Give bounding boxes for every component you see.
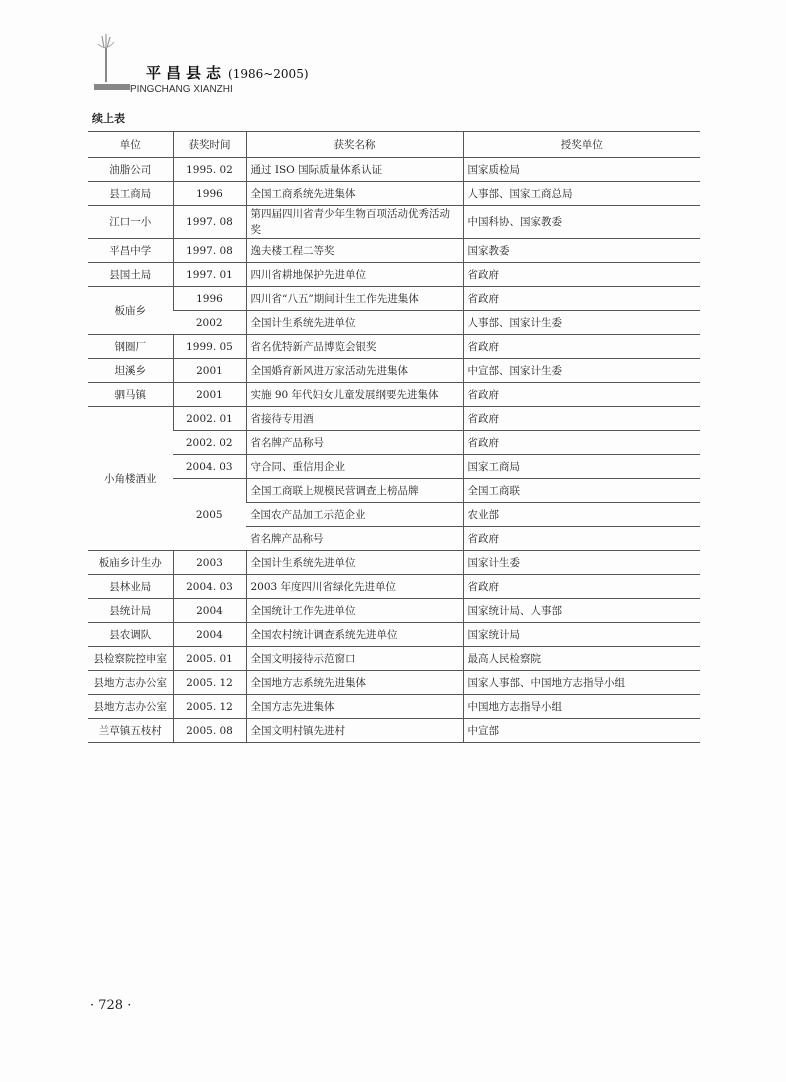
table-row (88, 158, 700, 182)
award-name-cell: 全国婚育新风进万家活动先进集体 (246, 359, 463, 383)
grantor-cell: 省政府 (463, 527, 700, 551)
page-number: · 728 · (90, 998, 132, 1013)
unit-cell: 板庙乡 (88, 287, 173, 335)
table-header-row (88, 132, 700, 158)
time-cell: 2004. 03 (173, 575, 246, 599)
table-row (88, 671, 700, 695)
table-row (88, 407, 700, 431)
column-header-unit: 单位 (88, 132, 173, 158)
time-cell: 1997. 01 (173, 263, 246, 287)
award-name-cell: 全国农产品加工示范企业 (246, 503, 463, 527)
unit-cell: 油脂公司 (88, 158, 173, 182)
awards-table (88, 131, 700, 743)
grantor-cell: 省政府 (463, 335, 700, 359)
time-cell: 2002 (173, 311, 246, 335)
time-cell: 2005. 01 (173, 647, 246, 671)
table-row (88, 551, 700, 575)
unit-cell: 县农调队 (88, 623, 173, 647)
grantor-cell: 国家计生委 (463, 551, 700, 575)
unit-cell: 县统计局 (88, 599, 173, 623)
grantor-cell: 中宣部、国家计生委 (463, 359, 700, 383)
award-name-cell: 全国文明村镇先进村 (246, 719, 463, 743)
column-header-grantor: 授奖单位 (463, 132, 700, 158)
table-row (88, 287, 700, 311)
time-cell: 2005. 08 (173, 719, 246, 743)
grantor-cell: 中国地方志指导小组 (463, 695, 700, 719)
time-cell: 2004 (173, 599, 246, 623)
table-row (88, 311, 700, 335)
book-years: (1986~2005) (228, 67, 309, 81)
grantor-cell: 省政府 (463, 287, 700, 311)
time-cell: 1997. 08 (173, 239, 246, 263)
award-name-cell: 守合同、重信用企业 (246, 455, 463, 479)
table-row (88, 182, 700, 206)
time-cell: 2003 (173, 551, 246, 575)
award-name-cell: 逸夫楼工程二等奖 (246, 239, 463, 263)
time-cell: 2004. 03 (173, 455, 246, 479)
unit-cell: 兰草镇五枝村 (88, 719, 173, 743)
award-name-cell: 四川省“八五”期间计生工作先进集体 (246, 287, 463, 311)
table-row (88, 599, 700, 623)
table-row (88, 359, 700, 383)
time-cell: 1997. 08 (173, 206, 246, 239)
time-cell: 2001 (173, 383, 246, 407)
award-name-cell: 四川省耕地保护先进单位 (246, 263, 463, 287)
award-name-cell: 通过 ISO 国际质量体系认证 (246, 158, 463, 182)
book-pinyin: PINGCHANG XIANZHI (130, 84, 233, 95)
grantor-cell: 省政府 (463, 383, 700, 407)
unit-cell: 县林业局 (88, 575, 173, 599)
time-cell: 2005 (173, 479, 246, 551)
grantor-cell: 国家人事部、中国地方志指导小组 (463, 671, 700, 695)
table-row (88, 383, 700, 407)
grantor-cell: 人事部、国家计生委 (463, 311, 700, 335)
award-name-cell: 省名优特新产品博览会银奖 (246, 335, 463, 359)
award-name-cell: 全国农村统计调查系统先进单位 (246, 623, 463, 647)
award-name-cell: 第四届四川省青少年生物百项活动优秀活动奖 (246, 206, 463, 239)
grantor-cell: 中宣部 (463, 719, 700, 743)
table-caption: 续上表 (92, 112, 125, 125)
unit-cell: 县国土局 (88, 263, 173, 287)
unit-cell: 驷马镇 (88, 383, 173, 407)
award-name-cell: 实施 90 年代妇女儿童发展纲要先进集体 (246, 383, 463, 407)
time-cell: 2001 (173, 359, 246, 383)
time-cell: 1995. 02 (173, 158, 246, 182)
time-cell: 1999. 05 (173, 335, 246, 359)
unit-cell: 江口一小 (88, 206, 173, 239)
time-cell: 1996 (173, 182, 246, 206)
table-row (88, 719, 700, 743)
book-title: 平昌县志 (1986~2005) (146, 64, 309, 82)
time-cell: 2002. 02 (173, 431, 246, 455)
time-cell: 2005. 12 (173, 695, 246, 719)
table-row (88, 239, 700, 263)
grantor-cell: 省政府 (463, 407, 700, 431)
award-name-cell: 省名牌产品称号 (246, 527, 463, 551)
award-name-cell: 全国计生系统先进单位 (246, 551, 463, 575)
table-row (88, 479, 700, 503)
grantor-cell: 国家统计局 (463, 623, 700, 647)
award-name-cell: 全国计生系统先进单位 (246, 311, 463, 335)
unit-cell: 县地方志办公室 (88, 671, 173, 695)
grantor-cell: 国家统计局、人事部 (463, 599, 700, 623)
unit-cell: 板庙乡计生办 (88, 551, 173, 575)
award-name-cell: 2003 年度四川省绿化先进单位 (246, 575, 463, 599)
time-cell: 2005. 12 (173, 671, 246, 695)
unit-cell: 平昌中学 (88, 239, 173, 263)
time-cell: 1996 (173, 287, 246, 311)
grantor-cell: 国家工商局 (463, 455, 700, 479)
unit-cell: 县工商局 (88, 182, 173, 206)
award-name-cell: 全国工商联上规模民营调查上榜品牌 (246, 479, 463, 503)
award-name-cell: 省接待专用酒 (246, 407, 463, 431)
unit-cell: 钢圈厂 (88, 335, 173, 359)
table-row (88, 695, 700, 719)
grantor-cell: 省政府 (463, 431, 700, 455)
grantor-cell: 全国工商联 (463, 479, 700, 503)
grantor-cell: 人事部、国家工商总局 (463, 182, 700, 206)
table-row (88, 575, 700, 599)
grantor-cell: 中国科协、国家教委 (463, 206, 700, 239)
award-name-cell: 全国方志先进集体 (246, 695, 463, 719)
time-cell: 2002. 01 (173, 407, 246, 431)
table-row (88, 647, 700, 671)
unit-cell: 县地方志办公室 (88, 695, 173, 719)
award-name-cell: 全国统计工作先进单位 (246, 599, 463, 623)
unit-cell: 坦溪乡 (88, 359, 173, 383)
column-header-time: 获奖时间 (173, 132, 246, 158)
grantor-cell: 农业部 (463, 503, 700, 527)
table-row (88, 623, 700, 647)
grantor-cell: 国家质检局 (463, 158, 700, 182)
grantor-cell: 省政府 (463, 575, 700, 599)
grantor-cell: 省政府 (463, 263, 700, 287)
table-row (88, 431, 700, 455)
column-header-award: 获奖名称 (246, 132, 463, 158)
grantor-cell: 最高人民检察院 (463, 647, 700, 671)
table-row (88, 335, 700, 359)
unit-cell: 县检察院控申室 (88, 647, 173, 671)
award-name-cell: 全国地方志系统先进集体 (246, 671, 463, 695)
award-name-cell: 全国工商系统先进集体 (246, 182, 463, 206)
award-name-cell: 全国文明接待示范窗口 (246, 647, 463, 671)
time-cell: 2004 (173, 623, 246, 647)
grantor-cell: 国家教委 (463, 239, 700, 263)
table-row (88, 263, 700, 287)
table-row (88, 206, 700, 239)
award-name-cell: 省名牌产品称号 (246, 431, 463, 455)
unit-cell: 小角楼酒业 (88, 407, 173, 551)
table-row (88, 455, 700, 479)
